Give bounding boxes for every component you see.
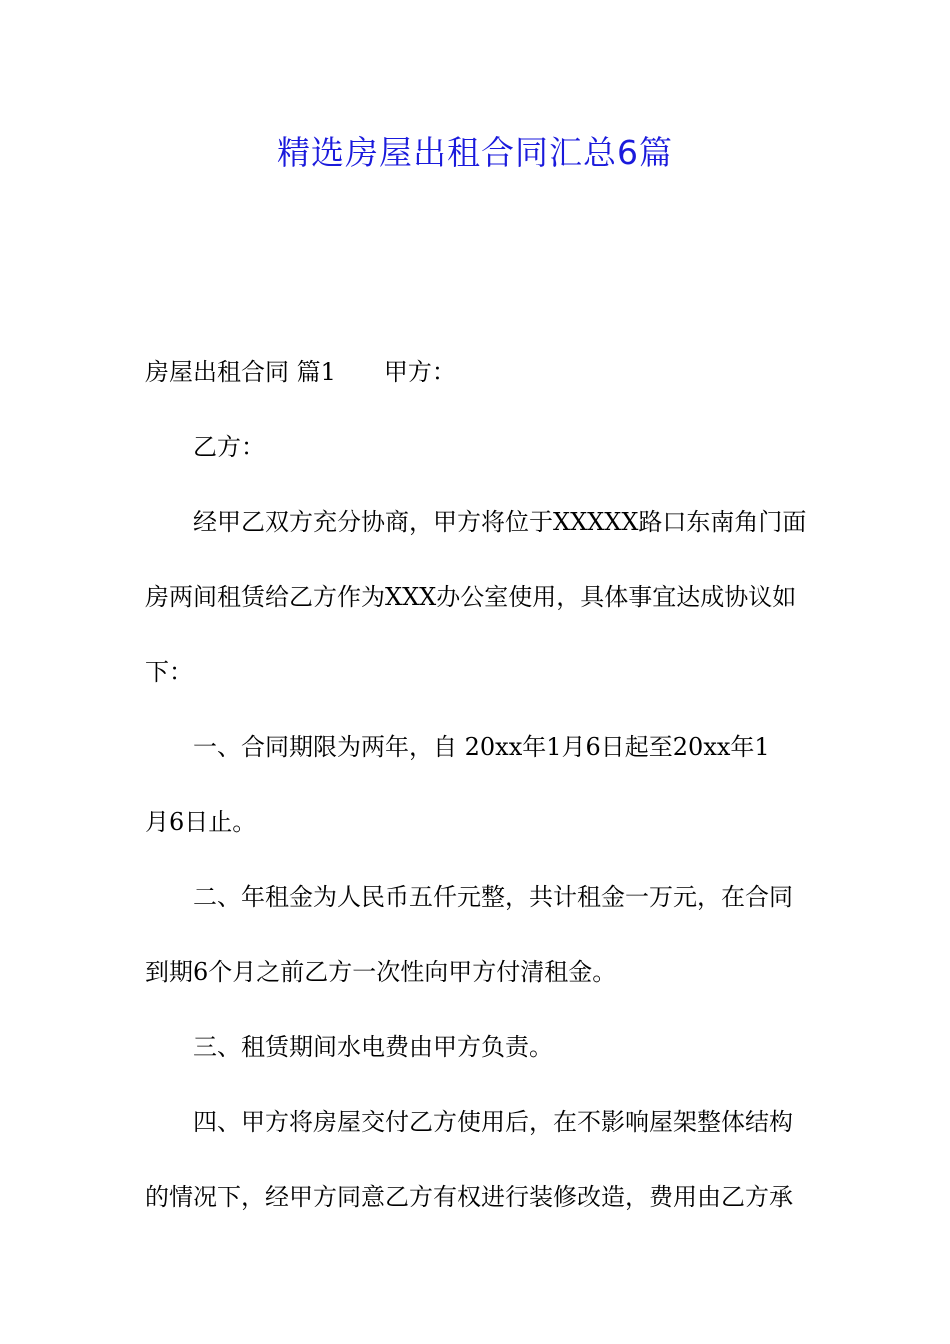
document-title: 精选房屋出租合同汇总6篇 (277, 133, 673, 172)
clause-2-line: 到期6个月之前乙方一次性向甲方付清租金。 (145, 958, 617, 986)
contract-body (145, 335, 807, 1235)
clause-1-line: 月6日止。 (145, 808, 257, 836)
clause-4-line: 的情况下，经甲方同意乙方有权进行装修改造，费用由乙方承 (145, 1183, 793, 1211)
clause-4-line: 四、甲方将房屋交付乙方使用后，在不影响屋架整体结构 (193, 1108, 793, 1136)
paragraph-line: 房两间租赁给乙方作为XXX办公室使用，具体事宜达成协议如 (145, 583, 797, 611)
clause-1-line: 一、合同期限为两年，自 20xx年1月6日起至20xx年1 (193, 733, 770, 761)
section-heading: 房屋出租合同 篇1 (145, 358, 336, 386)
party-b-label: 乙方： (193, 433, 265, 461)
clause-3-line: 三、租赁期间水电费由甲方负责。 (193, 1033, 553, 1061)
party-b-line (145, 410, 807, 485)
clause-2-line: 二、年租金为人民币五仟元整，共计租金一万元，在合同 (193, 883, 793, 911)
paragraph-line: 下： (145, 658, 193, 686)
paragraph-line: 经甲乙双方充分协商，甲方将位于XXXXX路口东南角门面 (193, 508, 807, 536)
party-a-label: 甲方： (383, 358, 456, 386)
section-heading-line (145, 335, 807, 410)
